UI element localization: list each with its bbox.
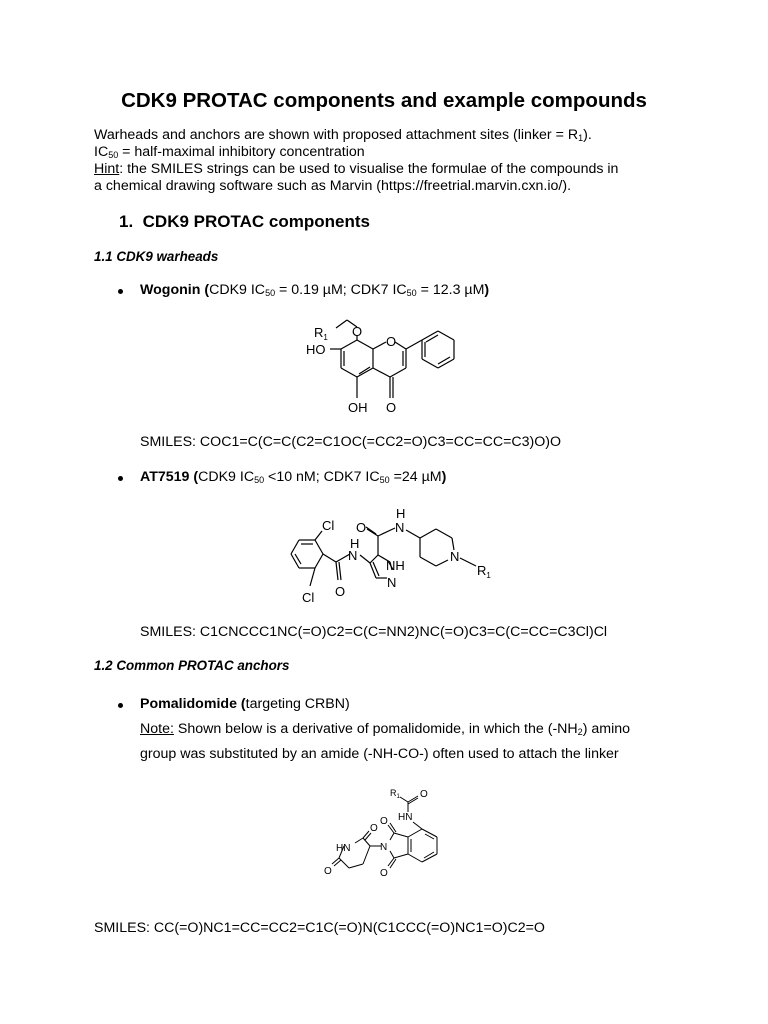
- atom-hn: HN: [398, 812, 413, 823]
- at7519-heading: AT7519 (CDK9 $IC_{50} <10$ nM; CDK7 $IC_{50} =24$ µM): [140, 469, 447, 485]
- atom-oh: OH: [348, 400, 368, 415]
- atom-o: O: [420, 789, 428, 800]
- atom-o: O: [380, 816, 388, 827]
- subsection-anchors: 1.2 Common PROTAC anchors: [94, 658, 290, 673]
- wogonin-structure: [300, 314, 500, 418]
- pomalidomide-note-line-1: Note: Shown below is a derivative of pomalidomide, in which the $(-NH_2)$ amino: [140, 721, 630, 737]
- atom-o: O: [356, 520, 367, 535]
- atom-nh: NH: [386, 558, 405, 573]
- section-heading: 1. CDK9 PROTAC components: [119, 212, 370, 231]
- atom-n: N: [387, 575, 397, 590]
- pomalidomide-heading: Pomalidomide (targeting CRBN): [140, 696, 350, 712]
- atom-o: O: [370, 823, 378, 834]
- hint-label: Hint: [94, 161, 120, 177]
- pomalidomide-structure: [318, 780, 458, 904]
- atom-o: O: [335, 584, 346, 599]
- at7519-structure: [272, 500, 502, 610]
- atom-h: H: [396, 506, 406, 521]
- subsection-warheads: 1.1 CDK9 warheads: [94, 249, 219, 264]
- bullet-dot: [118, 476, 123, 481]
- atom-n: N: [450, 549, 460, 564]
- r1-label: $R_1$: [390, 788, 400, 800]
- intro-line-2: $IC_{50}$ = half-maximal inhibitory concentration: [94, 144, 365, 160]
- page-title: CDK9 PROTAC components and example compounds: [121, 89, 647, 112]
- atom-cl: Cl: [302, 590, 315, 605]
- pomalidomide-smiles: SMILES: CC(=O)NC1=CC=CC2=C1C(=O)N(C1CCC(=O)NC1=O)C2=O: [94, 920, 545, 936]
- atom-n: N: [395, 520, 405, 535]
- atom-o: O: [386, 400, 397, 415]
- atom-hn: HN: [336, 843, 351, 854]
- atom-n: N: [348, 548, 358, 563]
- atom-h: H: [350, 536, 360, 551]
- bullet-dot: [118, 289, 123, 294]
- pomalidomide-note-line-2: group was substituted by an amide (-NH-CO-) often used to attach the linker: [140, 746, 619, 762]
- atom-o: O: [386, 334, 397, 349]
- atom-o: O: [380, 868, 388, 879]
- atom-ho: HO: [306, 342, 326, 357]
- intro-line-3: Hint: the SMILES strings can be used to visualise the formulae of the compounds in: [94, 161, 619, 177]
- r1-label: $R_1$: [477, 563, 491, 580]
- atom-o: O: [352, 324, 363, 339]
- at7519-smiles: SMILES: C1CNCCC1NC(=O)C2=C(C=NN2)NC(=O)C3=C(C=CC=C3Cl)Cl: [140, 624, 608, 640]
- intro-line-1: Warheads and anchors are shown with proposed attachment sites (linker = $R_1$).: [94, 127, 592, 143]
- atom-cl: Cl: [322, 518, 335, 533]
- wogonin-smiles: SMILES: COC1=C(C=C(C2=C1OC(=CC2=O)C3=CC=CC=C3)O)O: [140, 434, 562, 450]
- intro-line-4: a chemical drawing software such as Marvin (https://freetrial.marvin.cxn.io/).: [94, 178, 572, 194]
- atom-n: N: [380, 842, 388, 853]
- wogonin-heading: Wogonin (CDK9 $IC_{50} = 0.19$ µM; CDK7 $IC_{50} = 12.3$ µM): [140, 282, 490, 298]
- atom-o: O: [324, 866, 332, 877]
- note-label: Note:: [140, 721, 174, 737]
- r1-label: $R_1$: [314, 325, 328, 342]
- bullet-dot: [118, 703, 123, 708]
